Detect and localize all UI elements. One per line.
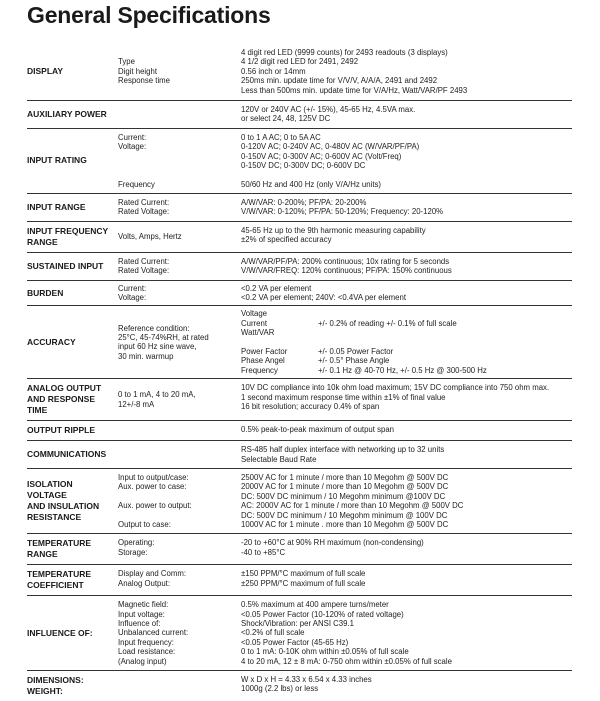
spec-value: 0.5% maximum at 400 ampere turns/meter bbox=[241, 600, 389, 610]
spec-sublabel: Output to case: bbox=[118, 519, 171, 529]
spec-sublabel: Operating: bbox=[118, 538, 155, 548]
spec-sublabel: 12+/-8 mA bbox=[118, 399, 155, 409]
accuracy-param: Phase Angel bbox=[241, 356, 285, 366]
spec-sublabel: Type bbox=[118, 57, 135, 67]
spec-value: W x D x H = 4.33 x 6.54 x 4.33 inches bbox=[241, 675, 372, 685]
spec-label-line: COEFFICIENT bbox=[27, 580, 84, 591]
spec-sublabels bbox=[118, 600, 241, 666]
spec-sublabel: Response time bbox=[118, 76, 171, 86]
spec-label-line: WEIGHT: bbox=[27, 686, 63, 697]
spec-sublabel bbox=[118, 161, 241, 170]
spec-value: 0-150V AC; 0-300V AC; 0-600V AC (Volt/Freq) bbox=[241, 151, 402, 161]
spec-value: -20 to +60°C at 90% RH maximum (non-condensing) bbox=[241, 538, 424, 548]
spec-sublabels bbox=[118, 198, 241, 217]
spec-value bbox=[241, 170, 572, 179]
spec-label bbox=[27, 425, 118, 436]
spec-sublabels bbox=[118, 383, 241, 416]
spec-label bbox=[27, 257, 118, 276]
spec-sublabel bbox=[118, 170, 241, 179]
spec-values bbox=[241, 309, 572, 375]
spec-sublabels bbox=[118, 48, 241, 95]
spec-sublabels bbox=[118, 257, 241, 276]
spec-label-text bbox=[27, 226, 108, 248]
spec-sublabels bbox=[118, 105, 241, 124]
spec-values bbox=[241, 284, 572, 303]
spec-value: 16 bit resolution; accuracy 0.4% of span bbox=[241, 401, 380, 411]
spec-value: <0.05 Power Factor (10-120% of rated voltage) bbox=[241, 609, 404, 619]
accuracy-param bbox=[241, 338, 318, 347]
spec-sublabels bbox=[118, 425, 241, 436]
spec-label-text bbox=[27, 538, 91, 560]
spec-sublabel bbox=[118, 48, 241, 57]
spec-label bbox=[27, 600, 118, 666]
accuracy-param: Voltage bbox=[241, 309, 268, 319]
spec-sublabel: Rated Voltage: bbox=[118, 266, 170, 276]
spec-sublabel: Magnetic field: bbox=[118, 600, 169, 610]
spec-row bbox=[27, 253, 572, 281]
spec-label bbox=[27, 569, 118, 591]
spec-row bbox=[27, 534, 572, 565]
spec-value: 0-120V AC; 0-240V AC, 0-480V AC (W/VAR/PF/PA) bbox=[241, 142, 420, 152]
spec-sublabel: 25°C, 45-74%RH, at rated bbox=[118, 332, 209, 342]
spec-label-line: DISPLAY bbox=[27, 65, 64, 76]
spec-sublabel: Load resistance: bbox=[118, 647, 176, 657]
spec-value: 250ms min. update time for V/V/V, A/A/A, 2491 and 2492 bbox=[241, 76, 438, 86]
accuracy-spec: +/- 0.1 Hz @ 40-70 Hz, +/- 0.5 Hz @ 300-500 Hz bbox=[318, 365, 487, 375]
spec-sublabel: Rated Current: bbox=[118, 198, 170, 208]
accuracy-param: Frequency bbox=[241, 365, 278, 375]
spec-sublabel bbox=[118, 492, 241, 501]
spec-label-line: ANALOG OUTPUT bbox=[27, 383, 102, 394]
spec-sublabel: Storage: bbox=[118, 547, 148, 557]
spec-value: V/W/VAR: 0-120%; PF/PA: 50-120%; Frequency: 20-120% bbox=[241, 207, 444, 217]
spec-value: 2500V AC for 1 minute / more than 10 Megohm @ 500V DC bbox=[241, 472, 449, 482]
spec-values bbox=[241, 675, 572, 697]
spec-label bbox=[27, 226, 118, 248]
spec-sublabel bbox=[118, 152, 241, 161]
spec-value: A/W/VAR/PF/PA: 200% continuous; 10x rating for 5 seconds bbox=[241, 256, 450, 266]
spec-value: 2000V AC for 1 minute / more than 10 Megohm @ 500V DC bbox=[241, 482, 449, 492]
spec-sublabel: Analog Output: bbox=[118, 578, 171, 588]
spec-sublabel bbox=[118, 511, 241, 520]
spec-row bbox=[27, 671, 572, 701]
spec-values bbox=[241, 105, 572, 124]
spec-label-text bbox=[27, 569, 91, 591]
spec-row bbox=[27, 222, 572, 253]
spec-sublabel: Reference condition: bbox=[118, 323, 190, 333]
spec-sublabel: Rated Current: bbox=[118, 256, 170, 266]
spec-sublabel: 30 min. warmup bbox=[118, 351, 174, 361]
spec-value: Shock/Vibration: per ANSI C39.1 bbox=[241, 619, 354, 629]
spec-sublabels bbox=[118, 309, 241, 375]
accuracy-param: Power Factor bbox=[241, 346, 288, 356]
spec-label-line: SUSTAINED INPUT bbox=[27, 260, 104, 271]
spec-value: 4 1/2 digit red LED for 2491, 2492 bbox=[241, 57, 359, 67]
spec-sublabel: Voltage: bbox=[118, 293, 147, 303]
spec-label bbox=[27, 445, 118, 464]
page-title: General Specifications bbox=[27, 2, 271, 28]
spec-table bbox=[27, 43, 572, 701]
spec-value: 1 second maximum response time within ±1% of final value bbox=[241, 392, 446, 402]
spec-row bbox=[27, 281, 572, 307]
spec-row bbox=[27, 441, 572, 469]
spec-value: -40 to +85°C bbox=[241, 547, 286, 557]
spec-label-text bbox=[27, 66, 63, 77]
spec-label bbox=[27, 675, 118, 697]
spec-row bbox=[27, 43, 572, 101]
accuracy-line bbox=[241, 338, 572, 347]
spec-sublabel bbox=[118, 86, 241, 95]
spec-sublabel: Volts, Amps, Hertz bbox=[118, 232, 182, 242]
spec-label-text bbox=[27, 202, 86, 213]
spec-row-accuracy bbox=[27, 306, 572, 379]
spec-values bbox=[241, 226, 572, 248]
spec-row bbox=[27, 194, 572, 222]
spec-label-line: AND INSULATION bbox=[27, 501, 100, 512]
spec-label-line: RESISTANCE bbox=[27, 512, 82, 523]
spec-sublabel: Input frequency: bbox=[118, 637, 174, 647]
spec-sublabel: Rated Voltage: bbox=[118, 207, 170, 217]
spec-value: DC: 500V DC minimum / 10 Megohm minimum @100V DC bbox=[241, 491, 446, 501]
accuracy-spec: +/- 0.2% of reading +/- 0.1% of full scale bbox=[318, 318, 457, 328]
spec-label-line: TEMPERATURE bbox=[27, 538, 92, 549]
spec-values bbox=[241, 600, 572, 666]
spec-label bbox=[27, 105, 118, 124]
spec-value: or select 24, 48, 125V DC bbox=[241, 114, 331, 124]
spec-sublabel: Frequency bbox=[118, 179, 155, 189]
spec-sublabels bbox=[118, 445, 241, 464]
accuracy-line bbox=[241, 366, 572, 375]
spec-sublabels bbox=[118, 284, 241, 303]
spec-value: 1000g (2.2 lbs) or less bbox=[241, 684, 319, 694]
spec-sublabel: Voltage: bbox=[118, 142, 147, 152]
spec-label bbox=[27, 473, 118, 529]
spec-row bbox=[27, 469, 572, 534]
spec-value: Less than 500ms min. update time for V/A/Hz, Watt/VAR/PF 2493 bbox=[241, 85, 468, 95]
spec-label-line: DIMENSIONS: bbox=[27, 675, 84, 686]
spec-label-text: ACCURACY bbox=[27, 336, 76, 347]
spec-label-text bbox=[27, 109, 107, 120]
spec-sublabels bbox=[118, 473, 241, 529]
accuracy-line bbox=[241, 309, 572, 318]
spec-label-line: INFLUENCE OF: bbox=[27, 627, 93, 638]
spec-sublabels bbox=[118, 133, 241, 189]
accuracy-param: Current bbox=[241, 318, 267, 328]
spec-sublabel: input 60 Hz sine wave, bbox=[118, 342, 197, 352]
spec-values bbox=[241, 198, 572, 217]
spec-value: 4 to 20 mA, 12 ± 8 mA: 0-750 ohm within ±0.05% of full scale bbox=[241, 656, 452, 666]
spec-label-line: TEMPERATURE bbox=[27, 569, 92, 580]
spec-label bbox=[27, 48, 118, 95]
accuracy-line bbox=[241, 328, 572, 337]
spec-label-text bbox=[27, 288, 63, 299]
accuracy-param: Watt/VAR bbox=[241, 328, 275, 338]
spec-label-line: ISOLATION VOLTAGE bbox=[27, 479, 73, 501]
spec-value: 45-65 Hz up to the 9th harmonic measuring capability bbox=[241, 225, 426, 235]
spec-label-line: AND RESPONSE bbox=[27, 394, 96, 405]
spec-label-line: AUXILIARY POWER bbox=[27, 108, 107, 119]
spec-value: 1000V AC for 1 minute . more than 10 Megohm @ 500V DC bbox=[241, 519, 449, 529]
spec-values bbox=[241, 425, 572, 436]
spec-label-line: COMMUNICATIONS bbox=[27, 449, 107, 460]
spec-values bbox=[241, 445, 572, 464]
spec-value: 0.56 inch or 14mm bbox=[241, 66, 306, 76]
spec-values bbox=[241, 473, 572, 529]
spec-value: 0 to 1 mA: 0-10K ohm within ±0.05% of full scale bbox=[241, 647, 409, 657]
spec-row bbox=[27, 101, 572, 129]
spec-value: 10V DC compliance into 10k ohm load maximum; 15V DC compliance into 750 ohm max. bbox=[241, 383, 550, 393]
spec-label-line: TIME bbox=[27, 405, 48, 416]
accuracy-line bbox=[241, 356, 572, 365]
spec-label-text bbox=[27, 155, 87, 166]
spec-values bbox=[241, 48, 572, 95]
spec-value: <0.05 Power Factor (45-65 Hz) bbox=[241, 637, 349, 647]
spec-sublabel: Input to output/case: bbox=[118, 472, 189, 482]
spec-sublabels bbox=[118, 226, 241, 248]
spec-value: Selectable Baud Rate bbox=[241, 454, 317, 464]
spec-label-text bbox=[27, 425, 95, 436]
spec-value: 0-150V DC; 0-300V DC; 0-600V DC bbox=[241, 160, 366, 170]
spec-values bbox=[241, 383, 572, 416]
spec-label-line: RANGE bbox=[27, 236, 58, 247]
spec-row bbox=[27, 596, 572, 671]
spec-sublabel: Unbalanced current: bbox=[118, 628, 189, 638]
accuracy-spec: +/- 0.05 Power Factor bbox=[318, 346, 394, 356]
accuracy-line bbox=[241, 319, 572, 328]
spec-value: V/W/VAR/FREQ: 120% continuous; PF/PA: 150% continuous bbox=[241, 266, 452, 276]
accuracy-line bbox=[241, 347, 572, 356]
spec-sublabels bbox=[118, 569, 241, 591]
spec-value: <0.2 VA per element bbox=[241, 283, 312, 293]
spec-sublabel: Digit height bbox=[118, 66, 158, 76]
spec-sublabel: (Analog input) bbox=[118, 656, 167, 666]
spec-label-text bbox=[27, 261, 103, 272]
spec-label-line: INPUT RANGE bbox=[27, 201, 86, 212]
spec-value: RS-485 half duplex interface with networking up to 32 units bbox=[241, 445, 445, 455]
spec-row bbox=[27, 129, 572, 194]
spec-label bbox=[27, 133, 118, 189]
spec-sublabel: Current: bbox=[118, 132, 147, 142]
spec-label-line: INPUT RATING bbox=[27, 155, 87, 166]
spec-value: ±2% of specified accuracy bbox=[241, 235, 332, 245]
spec-value: ±250 PPM/°C maximum of full scale bbox=[241, 578, 366, 588]
spec-label-text bbox=[27, 449, 106, 460]
spec-label bbox=[27, 538, 118, 560]
spec-label bbox=[27, 309, 118, 375]
spec-value: 0 to 1 A AC; 0 to 5A AC bbox=[241, 132, 321, 142]
spec-sublabel: Current: bbox=[118, 283, 147, 293]
spec-value: AC: 2000V AC for 1 minute / more than 10 Megohm @ 500V DC bbox=[241, 501, 464, 511]
spec-value: <0.2% of full scale bbox=[241, 628, 305, 638]
spec-label bbox=[27, 284, 118, 303]
spec-value: DC: 500V DC minimum / 10 Megohm minimum @ 100V DC bbox=[241, 510, 448, 520]
spec-label-text bbox=[27, 383, 101, 416]
spec-label-text bbox=[27, 479, 114, 523]
spec-value: <0.2 VA per element; 240V: <0.4VA per element bbox=[241, 293, 406, 303]
spec-label-text bbox=[27, 675, 84, 697]
spec-label-line: INPUT FREQUENCY bbox=[27, 225, 109, 236]
spec-values bbox=[241, 569, 572, 591]
spec-row bbox=[27, 565, 572, 596]
spec-sublabel: Aux. power to case: bbox=[118, 482, 187, 492]
spec-label-line: BURDEN bbox=[27, 287, 64, 298]
spec-value: ±150 PPM/°C maximum of full scale bbox=[241, 569, 366, 579]
spec-row bbox=[27, 379, 572, 421]
spec-sublabel: Display and Comm: bbox=[118, 569, 187, 579]
spec-label bbox=[27, 198, 118, 217]
spec-value: 4 digit red LED (9999 counts) for 2493 readouts (3 displays) bbox=[241, 48, 448, 57]
spec-sublabel: Input voltage: bbox=[118, 609, 165, 619]
spec-sublabel: Influence of: bbox=[118, 619, 161, 629]
accuracy-spec: +/- 0.5° Phase Angle bbox=[318, 356, 390, 366]
spec-value: A/W/VAR: 0-200%; PF/PA: 20-200% bbox=[241, 198, 367, 208]
spec-values bbox=[241, 257, 572, 276]
spec-sublabels bbox=[118, 538, 241, 560]
spec-label bbox=[27, 383, 118, 416]
spec-value: 120V or 240V AC (+/- 15%), 45-65 Hz, 4.5VA max. bbox=[241, 104, 416, 114]
spec-value: 50/60 Hz and 400 Hz (only V/A/Hz units) bbox=[241, 179, 381, 189]
spec-sublabels bbox=[118, 675, 241, 697]
spec-label-line: RANGE bbox=[27, 549, 58, 560]
spec-row bbox=[27, 421, 572, 441]
spec-value: 0.5% peak-to-peak maximum of output span bbox=[241, 425, 394, 435]
spec-values bbox=[241, 133, 572, 189]
spec-label-line: OUTPUT RIPPLE bbox=[27, 425, 96, 436]
spec-sublabel: Aux. power to output: bbox=[118, 501, 192, 511]
spec-values bbox=[241, 538, 572, 560]
spec-label-text bbox=[27, 628, 93, 639]
spec-sublabel: 0 to 1 mA, 4 to 20 mA, bbox=[118, 390, 196, 400]
